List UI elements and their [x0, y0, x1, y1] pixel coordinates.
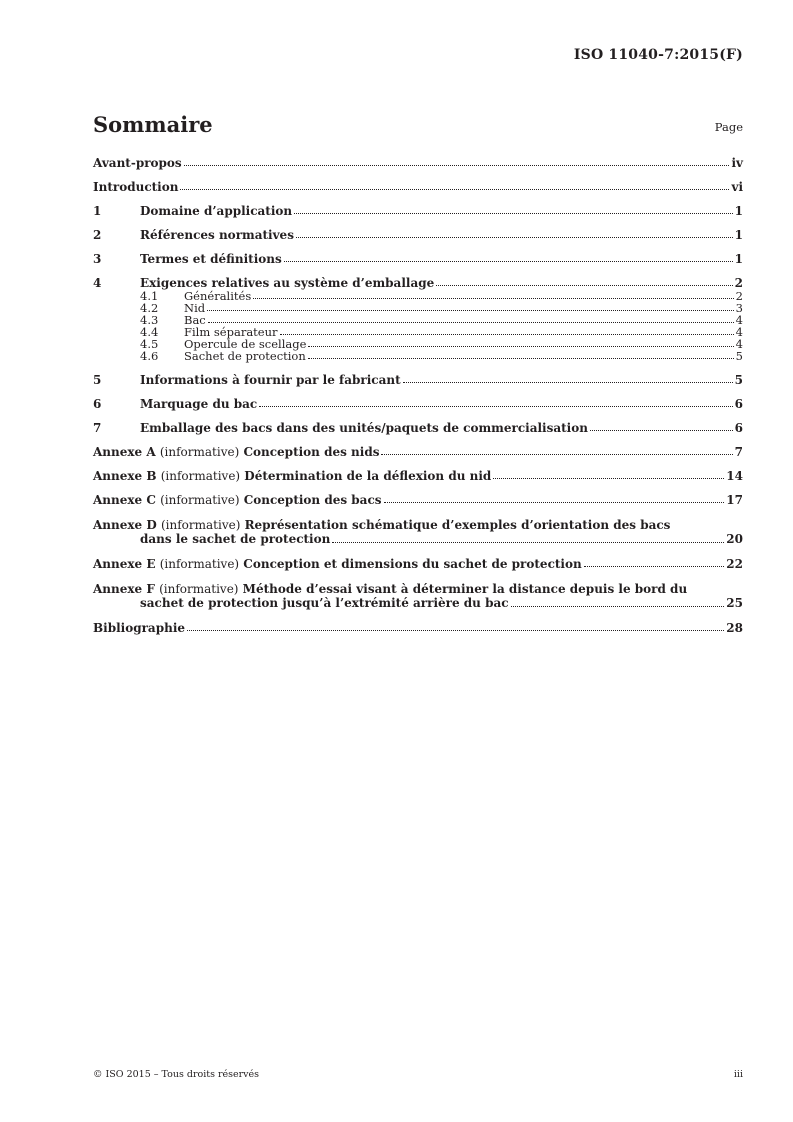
- dot-leader: [280, 334, 734, 335]
- annex-type: (informative): [159, 557, 240, 571]
- dot-leader: [259, 406, 732, 407]
- toc-entry-page: 1: [734, 252, 743, 266]
- dot-leader: [511, 606, 725, 607]
- toc-entry-bibliographie[interactable]: [93, 622, 743, 634]
- toc-entry-annex-a[interactable]: [93, 446, 743, 458]
- subclause-number: 4.2: [140, 301, 159, 315]
- dot-leader: [253, 298, 733, 299]
- toc-entry-label: Film séparateur: [184, 325, 278, 339]
- toc-entry-page: 25: [726, 596, 743, 610]
- toc-entry-label: Opercule de scellage: [184, 337, 307, 351]
- toc-entry-page: 7: [734, 445, 743, 459]
- toc-entry-page: 17: [726, 493, 743, 507]
- dot-leader: [381, 454, 732, 455]
- dot-leader: [184, 165, 730, 166]
- annex-name: Annexe A: [93, 445, 156, 459]
- toc-entry-page: 1: [734, 228, 743, 242]
- annex-name: Annexe C: [93, 493, 156, 507]
- annex-title: Conception et dimensions du sachet de protection: [243, 557, 582, 571]
- toc-entry-clause-1[interactable]: [93, 205, 743, 217]
- toc-entry-introduction[interactable]: [93, 181, 743, 193]
- clause-number: 7: [93, 421, 102, 435]
- page-column-label: Page: [714, 120, 743, 134]
- dot-leader: [332, 542, 724, 543]
- toc-entry-avant-propos[interactable]: [93, 157, 743, 169]
- toc-entry-page: 4: [735, 313, 743, 327]
- annex-title: Représentation schématique d’exemples d’orientation des bacs: [244, 518, 671, 532]
- toc-entry-label: Sachet de protection: [184, 349, 306, 363]
- toc-entry-page: 2: [734, 276, 743, 290]
- dot-leader: [403, 382, 733, 383]
- toc-entry-label: Introduction: [93, 180, 179, 194]
- toc-entry-label: Généralités: [184, 289, 252, 303]
- subclause-number: 4.6: [140, 349, 159, 363]
- dot-leader: [284, 261, 733, 262]
- toc-entry-page: 6: [734, 397, 743, 411]
- toc-entry-label: Références normatives: [140, 228, 294, 242]
- dot-leader: [180, 189, 729, 190]
- annex-type: (informative): [160, 493, 240, 507]
- dot-leader: [584, 566, 725, 567]
- toc-entry-page: 4: [735, 325, 743, 339]
- dot-leader: [384, 502, 725, 503]
- toc-entry-annex-c[interactable]: [93, 494, 743, 506]
- footer-page-number: iii: [733, 1069, 743, 1080]
- dot-leader: [296, 237, 733, 238]
- dot-leader: [493, 478, 724, 479]
- toc-entry-clause-6[interactable]: [93, 398, 743, 410]
- annex-type: (informative): [160, 518, 241, 532]
- toc-entry-page: 22: [726, 557, 743, 571]
- toc-entry-label: Avant-propos: [93, 156, 182, 170]
- annex-type: (informative): [160, 469, 241, 483]
- clause-number: 6: [93, 397, 102, 411]
- table-of-contents: [93, 157, 743, 646]
- clause-number: 3: [93, 252, 102, 266]
- toc-entry-label: Exigences relatives au système d’emballage: [140, 276, 435, 290]
- clause-4-group: [93, 277, 743, 362]
- annex-type: (informative): [159, 445, 240, 459]
- toc-entry-label: Domaine d’application: [140, 204, 293, 218]
- clause-number: 1: [93, 204, 102, 218]
- annex-title-continued: sachet de protection jusqu’à l’extrémité arrière du bac: [140, 596, 509, 610]
- toc-entry-clause-7[interactable]: [93, 422, 743, 434]
- toc-entry-annex-d[interactable]: [93, 518, 743, 546]
- toc-entry-clause-2[interactable]: [93, 229, 743, 241]
- toc-entry-page: 2: [735, 289, 743, 303]
- toc-entry-page: 6: [734, 421, 743, 435]
- toc-entry-annex-b[interactable]: [93, 470, 743, 482]
- toc-entry-clause-5[interactable]: [93, 374, 743, 386]
- toc-entry-page: 4: [735, 337, 743, 351]
- toc-entry-page: 28: [726, 621, 743, 635]
- toc-entry-label: Nid: [184, 301, 206, 315]
- annex-name: Annexe E: [93, 557, 156, 571]
- dot-leader: [590, 430, 733, 431]
- clause-number: 5: [93, 373, 102, 387]
- dot-leader: [308, 358, 734, 359]
- annex-title: Méthode d’essai visant à déterminer la distance depuis le bord du: [242, 582, 688, 596]
- annex-type: (informative): [159, 582, 239, 596]
- annex-name: Annexe F: [93, 582, 155, 596]
- dot-leader: [436, 285, 732, 286]
- clause-number: 2: [93, 228, 102, 242]
- toc-entry-page: 1: [734, 204, 743, 218]
- toc-entry-label: Emballage des bacs dans des unités/paquets de commercialisation: [140, 421, 588, 435]
- annex-title: Conception des bacs: [243, 493, 382, 507]
- subclause-number: 4.1: [140, 289, 159, 303]
- toc-entry-annex-f[interactable]: [93, 582, 743, 610]
- clause-number: 4: [93, 276, 102, 290]
- toc-entry-page: 14: [726, 469, 743, 483]
- toc-entry-page: 5: [734, 373, 743, 387]
- dot-leader: [208, 322, 734, 323]
- document-code: ISO 11040-7:2015(F): [573, 47, 743, 63]
- dot-leader: [294, 213, 733, 214]
- annex-name: Annexe D: [93, 518, 157, 532]
- subclause-number: 4.5: [140, 337, 159, 351]
- toc-entry-subclause-4-6[interactable]: [93, 350, 743, 362]
- footer-copyright: © ISO 2015 – Tous droits réservés: [93, 1069, 260, 1080]
- annex-title-continued: dans le sachet de protection: [140, 532, 331, 546]
- annex-name: Annexe B: [93, 469, 157, 483]
- toc-entry-label: Termes et définitions: [140, 252, 282, 266]
- dot-leader: [187, 630, 724, 631]
- subclause-number: 4.3: [140, 313, 159, 327]
- toc-entry-annex-e[interactable]: [93, 558, 743, 570]
- toc-entry-label: Informations à fournir par le fabricant: [140, 373, 401, 387]
- toc-entry-page: iv: [731, 156, 743, 170]
- subclause-number: 4.4: [140, 325, 159, 339]
- dot-leader: [207, 310, 734, 311]
- toc-entry-page: 3: [735, 301, 743, 315]
- toc-entry-page: vi: [731, 180, 743, 194]
- annex-title: Conception des nids: [243, 445, 380, 459]
- toc-entry-label: Bibliographie: [93, 621, 186, 635]
- page-title: Sommaire: [93, 112, 213, 137]
- toc-entry-label: Marquage du bac: [140, 397, 258, 411]
- dot-leader: [308, 346, 733, 347]
- toc-entry-clause-3[interactable]: [93, 253, 743, 265]
- toc-entry-label: Bac: [184, 313, 206, 327]
- toc-entry-page: 20: [726, 532, 743, 546]
- annex-title: Détermination de la déflexion du nid: [244, 469, 492, 483]
- toc-entry-page: 5: [735, 349, 743, 363]
- toc-entry-clause-4[interactable]: [93, 277, 743, 289]
